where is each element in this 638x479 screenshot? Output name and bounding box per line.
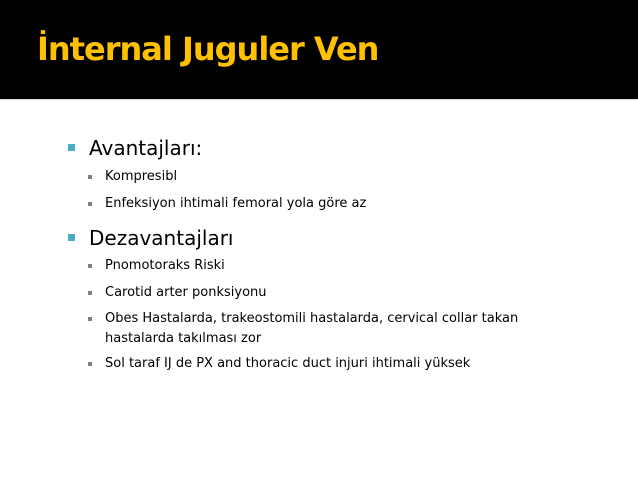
small-square-bullet-icon [88, 264, 92, 268]
bullet-heading: Dezavantajları [89, 226, 234, 250]
small-square-bullet-icon [88, 362, 92, 366]
sub-bullet-text: Enfeksiyon ihtimali femoral yola göre az [105, 196, 367, 211]
slide-title: İnternal Juguler Ven [37, 30, 379, 68]
sub-bullet-text: Kompresibl [105, 169, 178, 184]
small-square-bullet-icon [88, 202, 92, 206]
small-square-bullet-icon [88, 291, 92, 295]
sub-bullet-text: Carotid arter ponksiyonu [105, 285, 267, 300]
square-bullet-icon [68, 234, 75, 241]
sub-bullet-text: Sol taraf IJ de PX and thoracic duct injuri ihtimali yüksek [105, 356, 471, 371]
sub-bullet-text: Pnomotoraks Riski [105, 258, 225, 273]
square-bullet-icon [68, 144, 75, 151]
sub-bullet-text: Obes Hastalarda, trakeostomili hastalarda, cervical collar takan hastalarda takılması zor [105, 311, 519, 346]
small-square-bullet-icon [88, 317, 92, 321]
small-square-bullet-icon [88, 175, 92, 179]
bullet-heading: Avantajları: [89, 136, 203, 160]
